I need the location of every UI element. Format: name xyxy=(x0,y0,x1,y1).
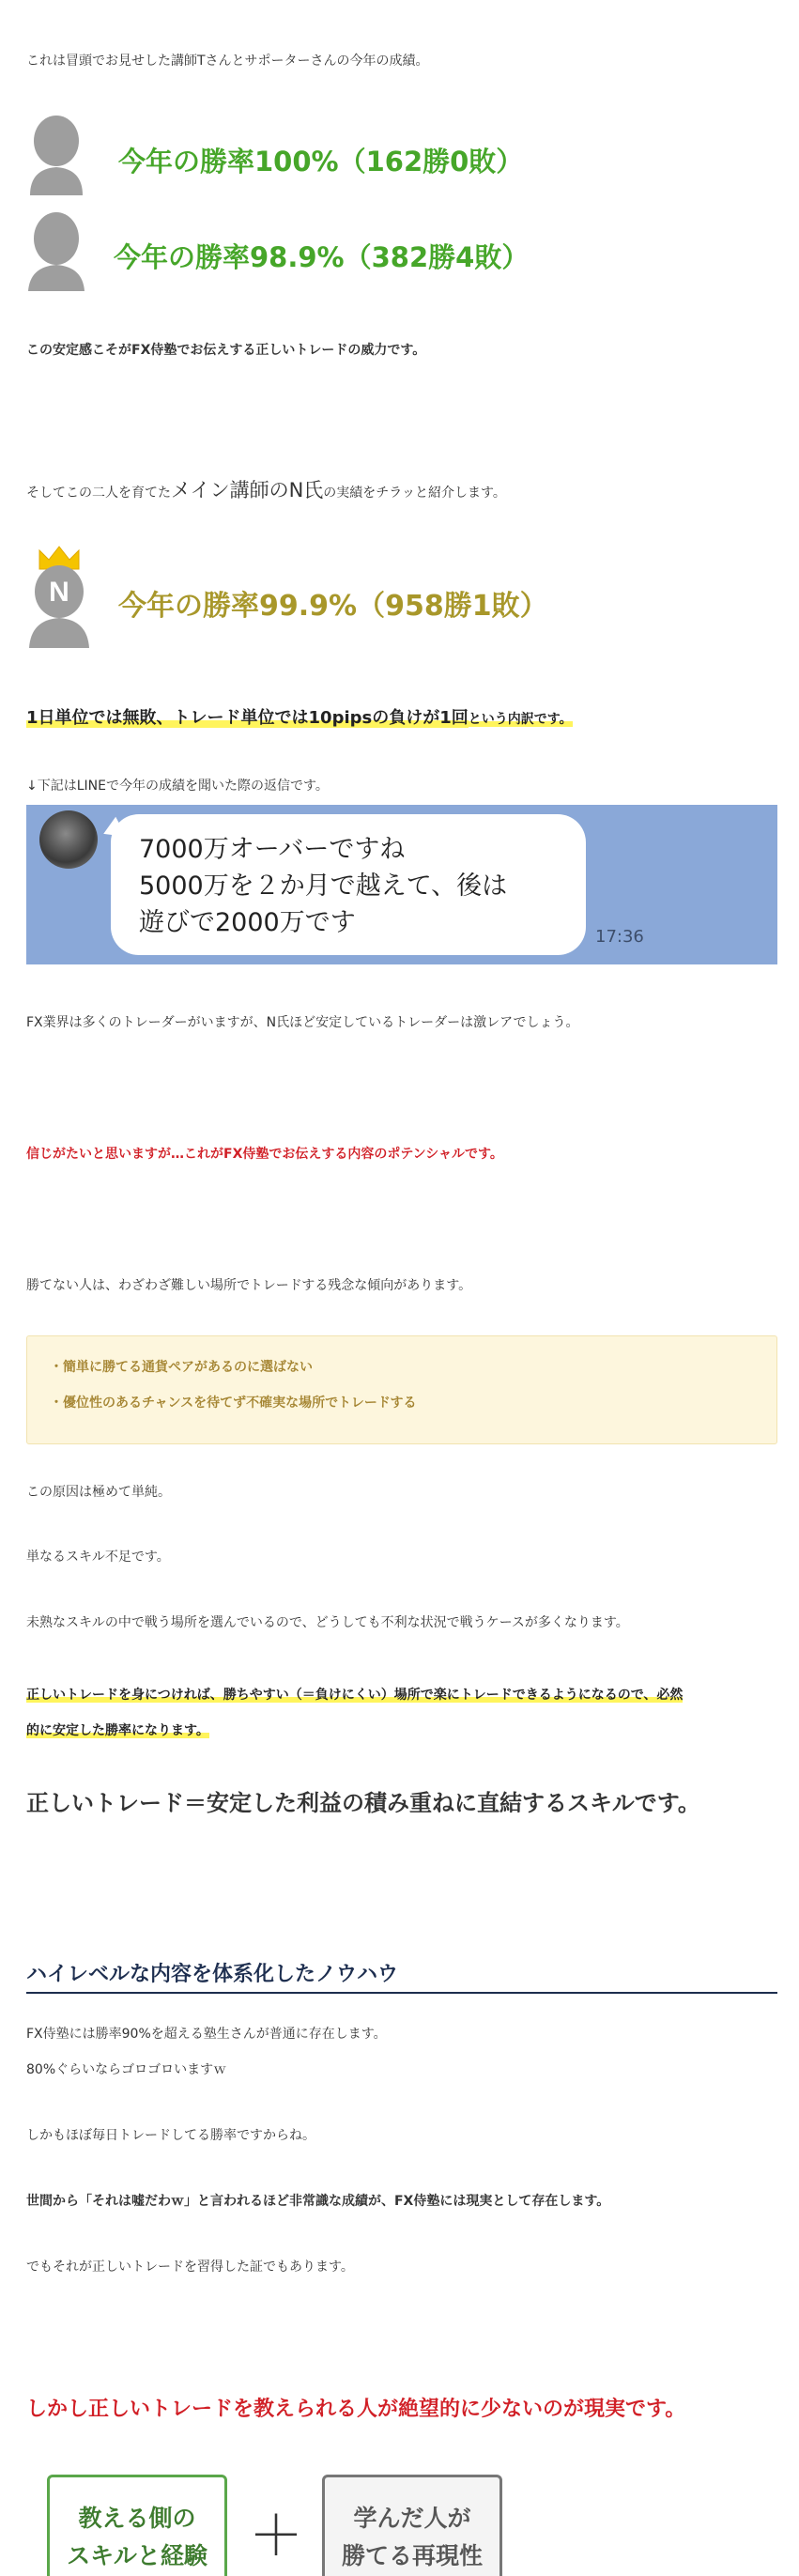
chat-timestamp: 17:36 xyxy=(595,927,644,947)
potential-text: 信じがたいと思いますが…これがFX侍塾でお伝えする内容のポテンシャルです。 xyxy=(26,1147,503,1162)
intro-text: これは冒頭でお見せした講師Tさんとサポーターさんの今年の成績。 xyxy=(26,54,429,69)
proof-text: でもそれが正しいトレードを習得した証でもあります。 xyxy=(26,2260,354,2275)
immature-text: 未熟なスキルの中で戦う場所を選んでいるので、どうしても不利な状況で戦うケースが多くなります。 xyxy=(26,1615,629,1630)
n-detail-text: 1日単位では無敗、トレード単位では10pipsの負けが1回という内訳です。 xyxy=(26,708,573,728)
crowned-avatar-icon xyxy=(26,545,92,648)
person-avatar-icon xyxy=(26,207,86,291)
chat-line: 7000万オーバーですね xyxy=(139,835,406,864)
chat-line: 5000万を２か月で越えて、後は xyxy=(139,872,508,901)
heading-underline xyxy=(26,1992,777,1994)
person-avatar-icon xyxy=(26,111,86,195)
daily-text: しかもほぼ毎日トレードしてる勝率ですからね。 xyxy=(26,2128,315,2143)
reality-text: 世間から「それは嘘だわｗ」と言われるほど非常識な成績が、FX侍塾には現実として存在します。 xyxy=(26,2194,610,2209)
skill-lack-text: 単なるスキル不足です。 xyxy=(26,1550,170,1565)
record-n: 今年の勝率99.9%（958勝1敗） xyxy=(118,590,548,623)
fx-industry-text: FX業界は多くのトレーダーがいますが、N氏ほど安定しているトレーダーは激レアでしょう。 xyxy=(26,1015,579,1030)
avatar-letter: N xyxy=(49,577,69,608)
winrate-students-line2: 80%ぐらいならゴロゴロいますｗ xyxy=(26,2062,227,2077)
notice-item: ・簡単に勝てる通貨ペアがあるのに選ばない xyxy=(50,1360,313,1375)
record-g-san: 今年の勝率98.9%（382勝4敗） xyxy=(114,241,530,273)
line-chat-screenshot xyxy=(26,805,777,964)
blurred-avatar-icon xyxy=(39,810,98,869)
teacher-skill-box: 教える側の スキルと経験 xyxy=(47,2475,227,2576)
record-t-san: 今年の勝率100%（162勝0敗） xyxy=(118,146,524,177)
power-text: この安定感こそがFX侍塾でお伝えする正しいトレードの威力です。 xyxy=(26,343,426,358)
section-heading: ハイレベルな内容を体系化したノウハウ xyxy=(26,1963,399,1986)
skill-statement: 正しいトレード＝安定した利益の積み重ねに直結するスキルです。 xyxy=(26,1790,700,1816)
plus-sign: ＋ xyxy=(249,2504,304,2568)
n-intro-text: そしてこの二人を育てたメイン講師のN氏の実績をチラッと紹介します。 xyxy=(26,479,506,501)
notice-item: ・優位性のあるチャンスを待てず不確実な場所でトレードする xyxy=(50,1396,417,1411)
cause-text: この原因は極めて単純。 xyxy=(26,1485,171,1500)
losers-text: 勝てない人は、わざわざ難しい場所でトレードする残念な傾向があります。 xyxy=(26,1278,472,1293)
correct-trade-text: 正しいトレードを身につければ、勝ちやすい（＝負けにくい）場所で楽にトレードできるようになるので、必然 的に安定した勝率になります。 xyxy=(26,1688,684,1738)
chat-line: 遊びで2000万です xyxy=(139,908,356,937)
chat-bubble xyxy=(111,814,586,955)
rare-text: しかし正しいトレードを教えられる人が絶望的に少ないのが現実です。 xyxy=(26,2398,686,2421)
notice-box xyxy=(26,1335,777,1444)
reproducibility-box: 学んだ人が 勝てる再現性 xyxy=(322,2475,502,2576)
line-note-text: ↓下記はLINEで今年の成績を聞いた際の返信です。 xyxy=(26,779,329,794)
winrate-students-line1: FX侍塾には勝率90%を超える塾生さんが普通に存在します。 xyxy=(26,2027,387,2042)
